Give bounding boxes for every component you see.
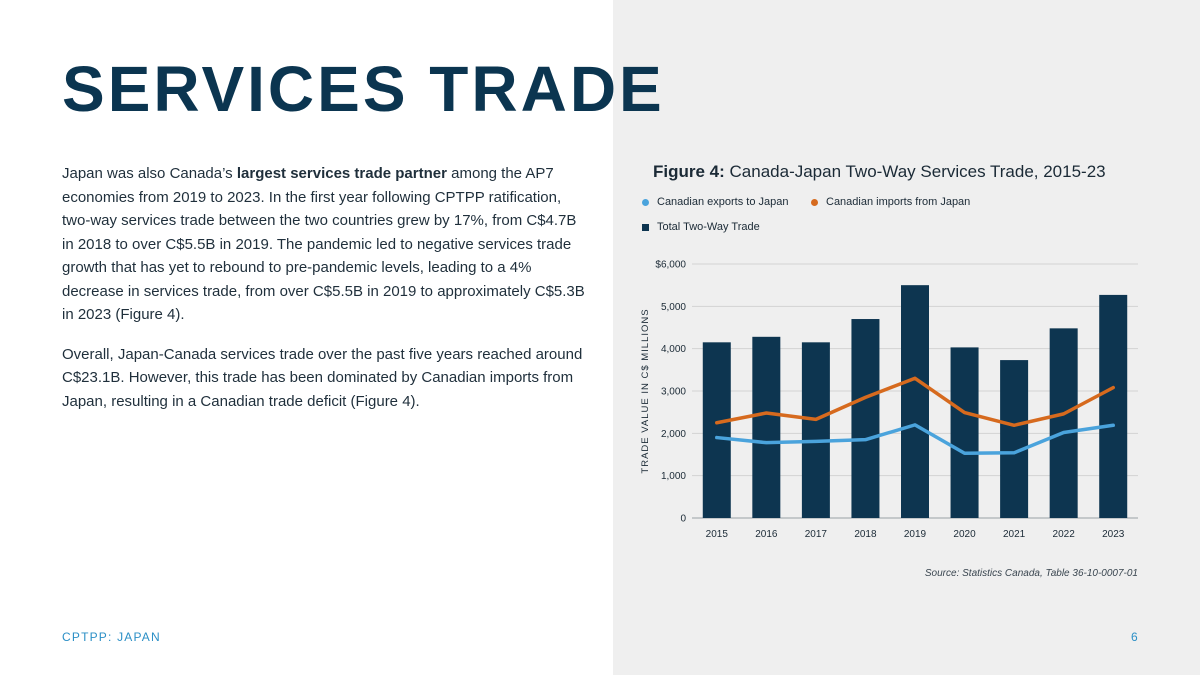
x-tick-label: 2020 bbox=[953, 529, 976, 540]
paragraph-1-lead: Japan was also Canada’s bbox=[62, 165, 237, 182]
y-tick-label: 1,000 bbox=[660, 471, 686, 483]
page-number: 6 bbox=[1131, 630, 1138, 644]
bar-total-2017 bbox=[802, 342, 830, 518]
bar-total-2018 bbox=[851, 319, 879, 518]
figure-title-prefix: Figure 4: bbox=[653, 162, 725, 181]
y-tick-label: 0 bbox=[680, 513, 686, 525]
x-tick-label: 2023 bbox=[1102, 529, 1125, 540]
figure-source: Source: Statistics Canada, Table 36-10-0007-01 bbox=[924, 568, 1138, 579]
bar-total-2016 bbox=[752, 337, 780, 518]
x-tick-label: 2016 bbox=[755, 529, 778, 540]
paragraph-1-emphasis: largest services trade partner bbox=[236, 165, 447, 182]
x-tick-label: 2019 bbox=[903, 529, 927, 540]
bar-total-2023 bbox=[1099, 295, 1127, 518]
y-tick-label: 5,000 bbox=[660, 301, 686, 313]
paragraph-2: Overall, Japan-Canada services trade over the past five years reached around C$23.1B. However, this trade has been dominated by Canadian imports from Japan, resulting in a Canadian trade deficit (Figure 4). bbox=[62, 345, 583, 410]
bar-total-2020 bbox=[951, 347, 979, 518]
bar-total-2021 bbox=[1000, 360, 1028, 518]
y-tick-label: $6,000 bbox=[655, 259, 686, 271]
bar-total-2019 bbox=[901, 285, 929, 518]
y-tick-label: 4,000 bbox=[660, 344, 686, 356]
x-tick-label: 2017 bbox=[804, 529, 828, 540]
y-tick-label: 3,000 bbox=[660, 386, 686, 398]
paragraph-1-rest: among the AP7 economies from 2019 to 2023. In the first year following CPTPP ratification, two-way services trade between the two countries grew by 17%, from C$4.7B in 2018 to over C$5.5B in 2019. The pandemic led to negative services trade growth that has yet to rebound to pre-pandemic levels, leading to a 4% decrease in services trade, from over C$5.5B in 2019 to approximately C$5.3B in 2023 (Figure 4). bbox=[62, 165, 585, 323]
legend-imports-label: Canadian imports from Japan bbox=[826, 196, 971, 208]
x-tick-label: 2015 bbox=[705, 529, 728, 540]
figure-title-text: Canada-Japan Two-Way Services Trade, 2015-23 bbox=[724, 162, 1106, 181]
bar-total-2022 bbox=[1050, 328, 1078, 518]
footer-label: CPTPP: JAPAN bbox=[62, 630, 161, 644]
legend-exports-label: Canadian exports to Japan bbox=[657, 196, 789, 208]
x-tick-label: 2018 bbox=[854, 529, 877, 540]
bar-total-2015 bbox=[703, 342, 731, 518]
y-tick-label: 2,000 bbox=[660, 428, 686, 440]
y-axis-label: TRADE VALUE IN C$ MILLIONS bbox=[640, 308, 651, 474]
x-tick-label: 2022 bbox=[1052, 529, 1075, 540]
x-tick-label: 2021 bbox=[1002, 529, 1026, 540]
page-title: SERVICES TRADE bbox=[62, 53, 665, 125]
legend-total-label: Total Two-Way Trade bbox=[657, 221, 760, 233]
